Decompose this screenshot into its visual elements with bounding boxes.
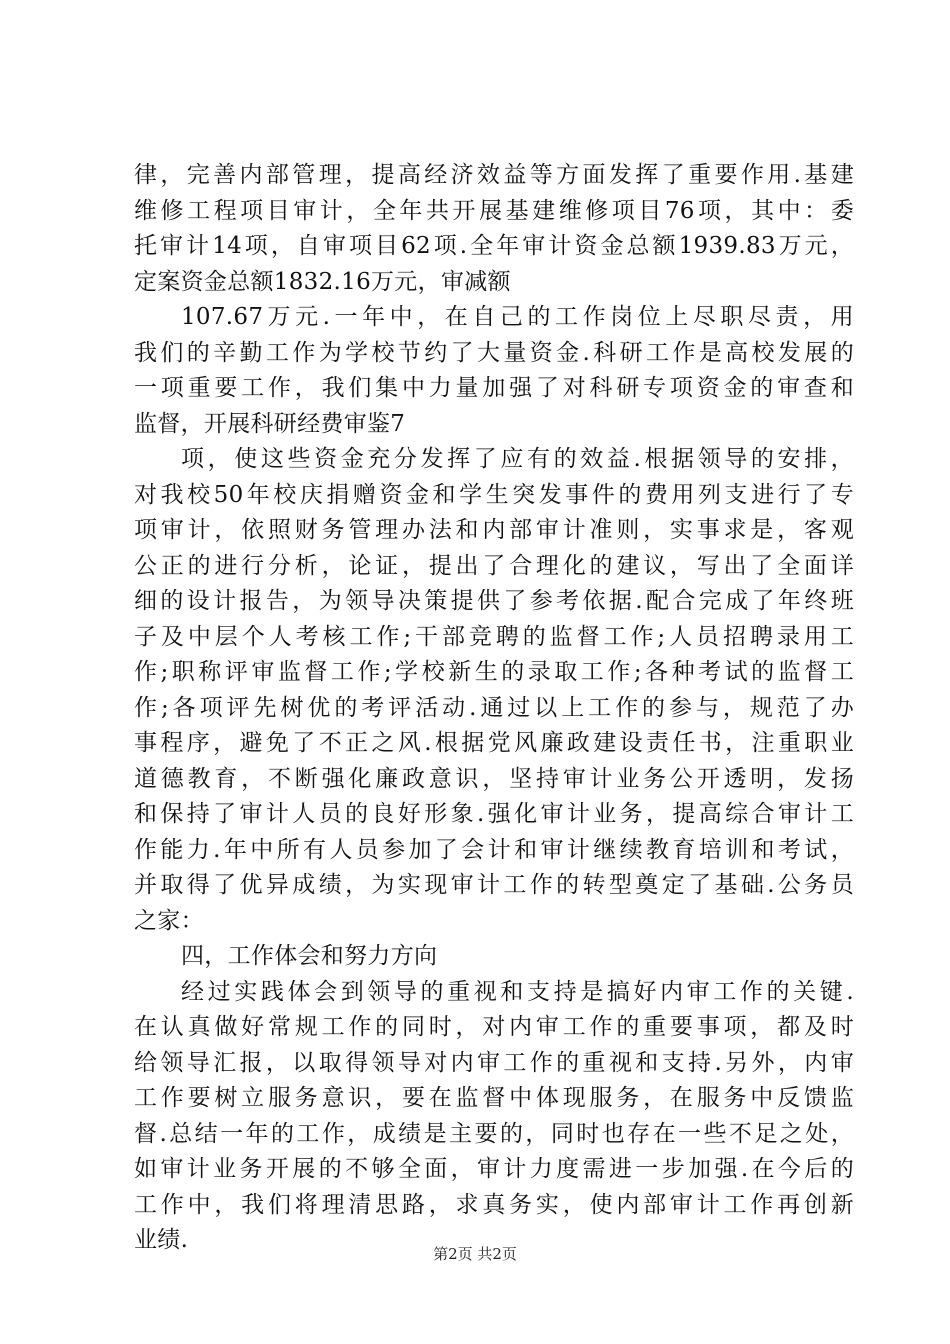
paragraph-line: 道德教育，不断强化廉政意识，坚持审计业务公开透明，发扬 <box>134 765 854 792</box>
paragraph-line: 作;职称评审监督工作;学校新生的录取工作;各种考试的监督工 <box>134 659 854 685</box>
section-heading: 四，工作体会和努力方向 <box>181 943 438 969</box>
paragraph-line: 子及中层个人考核工作;干部竞聘的监督工作;人员招聘录用工 <box>134 623 854 650</box>
paragraph-line: 给领导汇报，以取得领导对内审工作的重视和支持.另外，内审 <box>134 1049 854 1076</box>
paragraph-line: 事程序，避免了不正之风.根据党风廉政建设责任书，注重职业 <box>134 730 854 756</box>
paragraph-line: 如审计业务开展的不够全面，审计力度需进一步加强.在今后的 <box>134 1156 854 1182</box>
paragraph-line: 监督，开展科研经费审鉴7 <box>134 410 406 437</box>
paragraph-line: 一项重要工作，我们集中力量加强了对科研专项资金的审查和 <box>134 375 854 401</box>
paragraph-line: 和保持了审计人员的良好形象.强化审计业务，提高综合审计工 <box>134 801 854 827</box>
paragraph-line: 公正的进行分析，论证，提出了合理化的建议，写出了全面详 <box>134 552 854 579</box>
paragraph-line: 定案资金总额1832.16万元，审减额 <box>134 268 511 295</box>
paragraph-line: 我们的辛勤工作为学校节约了大量资金.科研工作是高校发展的 <box>134 339 854 366</box>
paragraph-line: 业绩. <box>134 1227 189 1253</box>
paragraph-line: 对我校50年校庆捐赠资金和学生突发事件的费用列支进行了专 <box>134 481 854 508</box>
paragraph-line: 之家： <box>134 907 204 934</box>
paragraph-line: 并取得了优异成绩，为实现审计工作的转型奠定了基础.公务员 <box>134 872 854 898</box>
paragraph-line: 107.67万元.一年中，在自己的工作岗位上尽职尽责，用 <box>181 304 854 330</box>
paragraph-line: 在认真做好常规工作的同时，对内审工作的重要事项，都及时 <box>134 1014 854 1040</box>
paragraph-line: 督.总结一年的工作，成绩是主要的，同时也存在一些不足之处， <box>134 1120 854 1147</box>
paragraph-line: 律，完善内部管理，提高经济效益等方面发挥了重要作用.基建 <box>134 162 854 188</box>
paragraph-line: 托审计14项，自审项目62项.全年审计资金总额1939.83万元， <box>134 233 854 259</box>
paragraph-line: 细的设计报告，为领导决策提供了参考依据.配合完成了年终班 <box>134 588 854 614</box>
paragraph-line: 项，使这些资金充分发挥了应有的效益.根据领导的安排， <box>181 446 854 472</box>
paragraph-line: 工作中，我们将理清思路，求真务实，使内部审计工作再创新 <box>134 1191 854 1218</box>
paragraph-line: 作能力.年中所有人员参加了会计和审计继续教育培训和考试， <box>134 836 854 863</box>
paragraph-line: 作;各项评先树优的考评活动.通过以上工作的参与，规范了办 <box>134 694 854 721</box>
paragraph-line: 经过实践体会到领导的重视和支持是搞好内审工作的关键. <box>181 978 854 1005</box>
paragraph-line: 工作要树立服务意识，要在监督中体现服务，在服务中反馈监 <box>134 1085 854 1111</box>
paragraph-line: 维修工程项目审计，全年共开展基建维修项目76项，其中：委 <box>134 197 854 224</box>
paragraph-line: 项审计，依照财务管理办法和内部审计准则，实事求是，客观 <box>134 517 854 543</box>
page-number-footer: 第2页 共2页 <box>433 1245 517 1263</box>
